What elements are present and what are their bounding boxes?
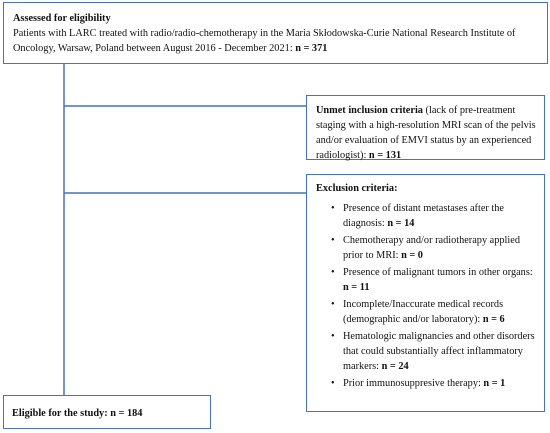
assessed-count: n = 371 [295, 43, 328, 54]
assessed-text: Patients with LARC treated with radio/radio-chemotherapy in the Maria Skłodowska-Curie National Research Institute of Oncology, Warsaw, Poland between August 2016 - December 2021: [13, 28, 516, 54]
unmet-text: (lack of pre-treatment staging with a high-resolution MRI scan of the pelvis and/or evaluation of EMVI status by an experienced radiologist): [316, 105, 536, 161]
eligible-count: n = 184 [110, 408, 143, 419]
assessed-description [13, 26, 539, 56]
exclusion-item-count: n = 0 [401, 250, 423, 261]
unmet-criteria-box [306, 95, 545, 160]
exclusion-item-text: Hematologic malignancies and other disorders that could substantially affect inflammatory markers: [343, 331, 535, 372]
assessed-box [3, 2, 548, 64]
eligible-title: Eligible for the study: [12, 408, 111, 419]
assessed-title: Assessed for eligibility [13, 13, 111, 24]
exclusion-item [343, 265, 538, 295]
exclusion-item [343, 297, 538, 327]
exclusion-item-text: Presence of distant metastases after the diagnosis: [343, 203, 504, 229]
exclusion-item-count: n = 24 [381, 361, 409, 372]
eligible-box [3, 395, 211, 429]
exclusion-item [343, 233, 538, 263]
unmet-count: n = 131 [368, 150, 402, 161]
exclusion-item [343, 201, 538, 231]
exclusion-criteria-box [306, 174, 545, 412]
exclusion-item-count: n = 6 [482, 314, 505, 325]
exclusion-item-count: n = 1 [483, 378, 506, 389]
exclusion-item-text: Incomplete/Inaccurate medical records (demographic and/or laboratory): [343, 299, 504, 325]
exclusion-item-text: Chemotherapy and/or radiotherapy applied prior to MRI: [343, 235, 520, 261]
exclusion-item-text: Prior immunosuppresive therapy: [343, 378, 484, 389]
exclusion-item [343, 376, 538, 391]
exclusion-item-count: n = 11 [343, 282, 370, 293]
exclusion-item-text: Presence of malignant tumors in other organs: [343, 267, 533, 278]
exclusion-item [343, 329, 538, 374]
exclusion-title: Exclusion criteria: [316, 183, 398, 194]
exclusion-list [316, 201, 538, 391]
exclusion-item-count: n = 14 [387, 218, 415, 229]
unmet-title: Unmet inclusion criteria [316, 105, 423, 116]
